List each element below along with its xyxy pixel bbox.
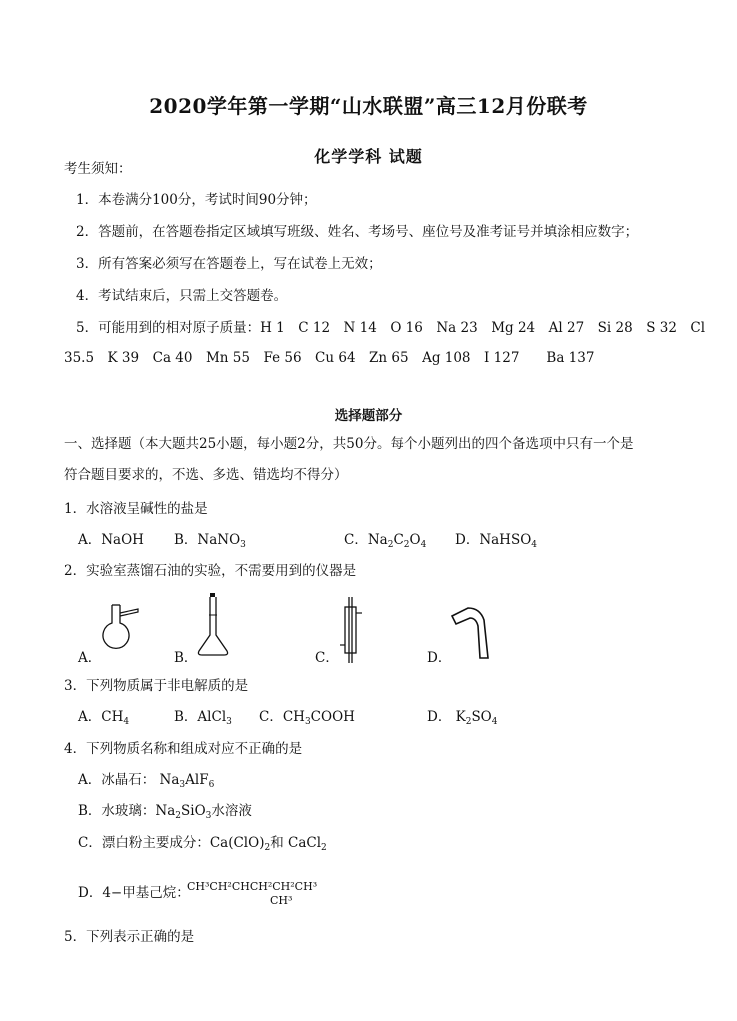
notice-item-2: 2．答题前，在答题卷指定区域填写班级、姓名、考场号、座位号及准考证号并填涂相应数字； xyxy=(76,224,639,240)
distillation-flask-icon xyxy=(100,603,144,661)
exam-subtitle: 化学学科 试题 xyxy=(314,147,423,166)
q2-option-a-label: A． xyxy=(78,650,102,666)
q3-stem: 3．下列物质属于非电解质的是 xyxy=(64,678,249,694)
q4-option-a: A．冰晶石： $Na_3AlF_6$ xyxy=(78,772,215,790)
section-intro-line2: 符合题目要求的，不选、多选、错选均不得分） xyxy=(64,467,348,483)
q5-stem: 5．下列表示正确的是 xyxy=(64,929,195,945)
section-intro-line1: 一、选择题（本大题共25小题，每小题2分，共50分。每个小题列出的四个备选项中只有一个是 xyxy=(64,436,634,452)
q2-option-c-label: C． xyxy=(315,650,339,666)
q3-option-a: A．$CH_4$ xyxy=(78,709,130,727)
q4-option-d-label: D．4−甲基己烷： xyxy=(78,885,190,901)
notice-item-4: 4．考试结束后，只需上交答题卷。 xyxy=(76,288,288,304)
notice-heading: 考生须知： xyxy=(64,161,132,177)
section-title: 选择题部分 xyxy=(334,408,403,424)
notice-item-5-line1: 5．可能用到的相对原子质量：H 1 C 12 N 14 O 16 Na 23 Mg 24 Al 27 Si 28 S 32 Cl xyxy=(76,320,706,336)
adapter-tube-icon xyxy=(450,606,492,660)
q4-stem: 4．下列物质名称和组成对应不正确的是 xyxy=(64,741,303,757)
condenser-icon xyxy=(338,597,364,663)
q1-option-c: C．$Na_2C_2O_4$ xyxy=(344,532,427,550)
q1-option-a: A．NaOH xyxy=(78,532,144,548)
exam-title: 2020学年第一学期“山水联盟”高三12月份联考 xyxy=(149,94,588,118)
q1-option-d: D．NaHSO$_4$ xyxy=(455,532,538,550)
q4-option-d-formula-branch: CH³ xyxy=(270,894,293,907)
q3-option-b: B．AlCl$_3$ xyxy=(174,709,232,727)
q2-stem: 2．实验室蒸馏石油的实验，不需要用到的仪器是 xyxy=(64,563,357,579)
q2-option-b-label: B． xyxy=(174,650,198,666)
notice-item-3: 3．所有答案必须写在答题卷上，写在试卷上无效； xyxy=(76,256,382,272)
q3-option-c: C．$CH_3COOH$ xyxy=(259,709,355,727)
q2-option-d-label: D． xyxy=(427,650,452,666)
q3-option-d: D． $K_2SO_4$ xyxy=(427,709,498,727)
notice-item-1: 1．本卷满分100分，考试时间90分钟； xyxy=(76,192,317,208)
q1-stem: 1．水溶液呈碱性的盐是 xyxy=(64,501,208,517)
volumetric-flask-icon xyxy=(196,593,230,659)
q4-option-d-formula: CH³CH²CHCH²CH²CH³ xyxy=(187,880,318,893)
q1-option-b: B．NaNO$_3$ xyxy=(174,532,246,550)
notice-item-5-line2: 35.5 K 39 Ca 40 Mn 55 Fe 56 Cu 64 Zn 65 Ag 108 I 127 Ba 137 xyxy=(64,350,595,366)
q4-option-c: C．漂白粉主要成分：$Ca(ClO)_2$和 CaCl$_2$ xyxy=(78,835,327,853)
q4-option-b: B．水玻璃：$Na_2SiO_3$水溶液 xyxy=(78,803,252,821)
